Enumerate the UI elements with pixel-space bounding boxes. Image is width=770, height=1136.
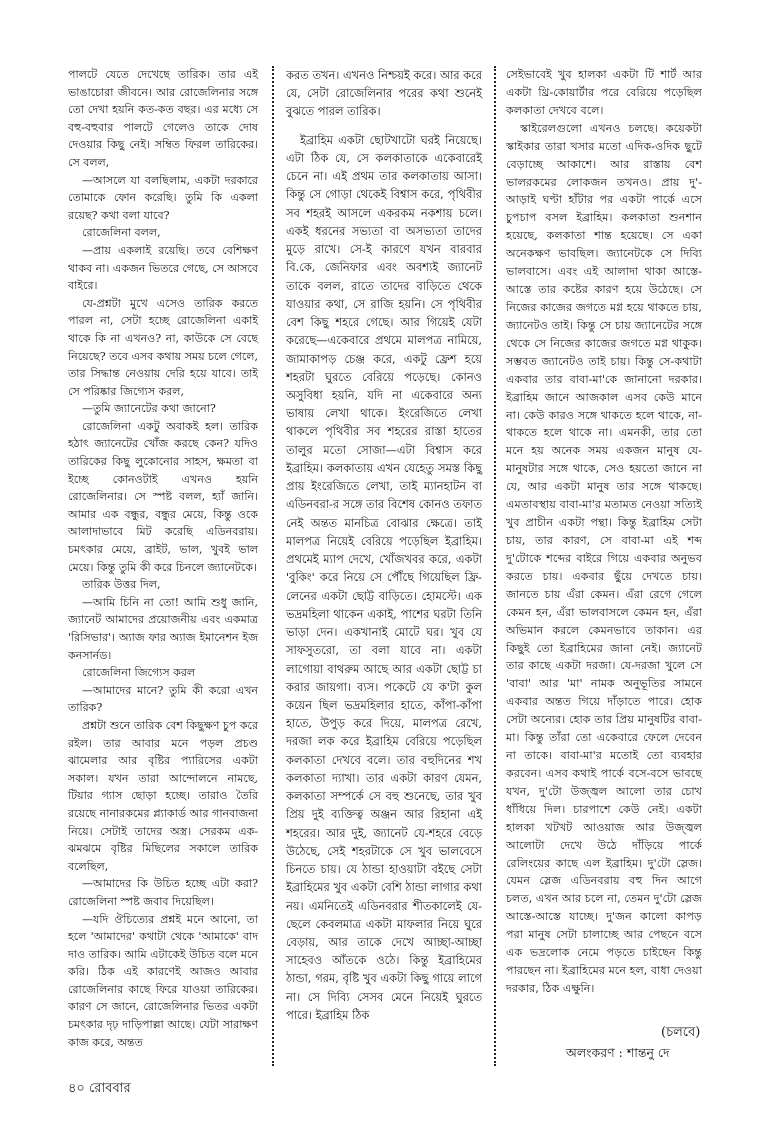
paragraph: স্কাইরেলগুলো এখনও চলছে। কয়েকটা স্কাইকার তারা খসার মতো এদিক-ওদিক ছুটে বেড়াচ্ছে আকাশে। আর রাস্তায় বেশ ভালরকমের লোকজন তখনও। প্রায় দু'-আড়াই ঘণ্টা হাঁটার পর একটা পার্কে এসে চুপচাপ বসল ইব্রাহিম। কলকাতা শুনশান হয়েছে, কলকাতা শান্ত হয়েছে। সে একা অনেকক্ষণ ভাবছিল। জ্যানেটকে সে দিব্যি ভালবাসে। এবং এই আলাদা থাকা আস্তে-আস্তে তার কষ্টের কারণ হয়ে উঠেছে। সে নিজের কাজের জগতে মগ্ন হয়ে থাকতে চায়, জ্যানেটও তাই। কিন্তু সে চায় জ্যানেটের সঙ্গে থেকে সে নিজের কাজের জগতে মগ্ন থাকুক। সম্ভবত জ্যানেটও তাই চায়। কিন্তু সে-কথাটা একবার তার বাবা-মা'কে জানানো দরকার। ইব্রাহিম জানে আজকাল এসব কেউ মানে না। কেউ কারও সঙ্গে থাকতে হলে থাকে, না-থাকতে হলে থাকে না। এমনকী, তার তো মনে হয় অনেক সময় একজন মানুষ যে-মানুষটার সঙ্গে থাকে, সেও হয়তো জানে না যে, আর একটা মানুষ তার সঙ্গে থাকছে। এমতাবস্থায় বাবা-মা'র মতামত নেওয়া সত্যিই খুব প্রাচীন একটা পন্থা। কিন্তু ইব্রাহিম সেটা চায়, তার কারণ, সে বাবা-মা এই শব্দ দু'টোকে শব্দের বাইরে গিয়ে একবার অনুভব করতে চায়। একবার ছুঁয়ে দেখতে চায়। জানতে চায় এঁরা কেমন। এঁরা রেগে গেলে কেমন হন, এঁরা ভালবাসলে কেমন হন, এঁরা অভিমান করলে কেমনভাবে তাকান। এর কিছুই তো ইব্রাহিমের জানা নেই। জ্যানেট তার কাছে একটা দরজা। যে-দরজা খুলে সে 'বাবা' আর 'মা' নামক অনুভূতির সামনে একবার অন্তত গিয়ে দাঁড়াতে পারে। হোক সেটা অন্যের। হোক তার প্রিয় মানুষটির বাবা-মা। কিন্তু তাঁরা তো একেবারে ফেলে দেবেন না তাকে। বাবা-মা'র মতোই তো ব্যবহার করবেন। এসব কথাই পার্কে বসে-বসে ভাবছে যখন, দু'টো উজ্জ্বল আলো তার চোখ ধাঁধিয়ে দিল। চারপাশে কেউ নেই। একটা হালকা খটখট আওয়াজ আর উজ্জ্বল আলোটা দেখে উঠে দাঁড়িয়ে পার্কে রেলিংয়ের কাছে এল ইব্রাহিম। দু'টো স্লেজ। যেমন স্লেজ এডিনবরায় বহু দিন আগে চলত, এখন আর চলে না, তেমন দু'টো স্লেজ আস্তে-আস্তে যাচ্ছে। দু'জন কালো কাপড় পরা মানুষ সেটা চালাচ্ছে আর পেছনে বসে এক ভদ্রলোক নেমে পড়তে চাইছেন কিন্তু পারছেন না। ইব্রাহিমের মনে হল, বাধা দেওয়া দরকার, ঠিক এক্ষুনি। [506, 121, 702, 996]
illustration-credit: অলংকরণ : শান্তনু দে [566, 1045, 670, 1060]
paragraph: প্রশ্নটা শুনে তারিক বেশ কিছুক্ষণ চুপ করে রইল। তার আবার মনে পড়ল প্রচণ্ড ঝামেলার আর বৃষ্টির প্যারিসের একটা সকাল। যখন তারা আন্দোলনে নামছে, টিয়ার গ্যাস ছোড়া হচ্ছে। তারাও তৈরি রয়েছে নানারকমের প্ল্যাকার্ড আর গানবাজনা নিয়ে। সেটাই তাদের অস্ত্র। সেরকম এক-ঝমঝমে বৃষ্টির মিছিলের সকালে তারিক বলেছিল, [68, 718, 258, 873]
page-folio: ৪০ রোববার [68, 1081, 131, 1096]
paragraph: সেইভাবেই খুব হালকা একটা টি শার্ট আর একটা থ্রি-কোয়ার্টার পরে বেরিয়ে পড়েছিল কলকাতা দেখবে বলে। [506, 68, 702, 117]
paragraph: —যদি ঔচিত্যের প্রশ্নই মনে আনো, তা হলে 'আমাদের' কথাটা থেকে 'আমাকে' বাদ দাও তারিক। আমি এটাকেই উচিত বলে মনে করি। ঠিক এই কারণেই আজও আবার রোজেলিনার কাছে ফিরে যাওয়া তারিকের। কারণ সে জানে, রোজেলিনার ভিতর একটা চমৎকার দৃঢ় দাড়িপাল্লা আছে। যেটা সারাক্ষণ কাজ করে, অন্তত [68, 912, 258, 1049]
paragraph: —আসলে যা বলছিলাম, একটা দরকারে তোমাকে ফোন করেছি। তুমি কি একলা রয়েছ? কথা বলা যাবে? [68, 173, 258, 222]
paragraph: তারিক উত্তর দিল, [82, 578, 161, 592]
article-column-1 [68, 66, 258, 1051]
paragraph: রোজেলিনা একটু অবাকই হল। তারিক হঠাৎ জ্যানেটের খোঁজ করছে কেন? যদিও তারিকের কিছু লুকোনোর সাহস, ক্ষমতা বা ইচ্ছে কোনওটাই এখনও হয়নি রোজেলিনার। সে স্পষ্ট বলল, হ্যাঁ জানি। আমার এক বন্ধুর, বন্ধুর মেয়ে, কিন্তু ওকে আলাদাভাবে মিট করেছি এডিনবরায়। চমৎকার মেয়ে, ব্রাইট, ভাল, খুবই ভাল মেয়ে। কিন্তু তুমি কী করে চিনলে জ্যানেটকে। [68, 419, 258, 574]
paragraph: ইব্রাহিম একটা ছোটখাটো ঘরই নিয়েছে। এটা ঠিক যে, সে কলকাতাকে একেবারেই চেনে না। এই প্রথম তার কলকাতায় আসা। কিন্তু সে গোড়া থেকেই বিশ্বাস করে, পৃথিবীর সব শহরই আসলে একরকম নকশায় চলে। একই ধরনের সভ্যতা বা অসভ্যতা তাদের মুড়ে রাখে। সে-ই কারণে যখন বারবার বি.কে, জেনিফার এবং অবশ্যই জ্যানেট তাকে বলল, রাতে তাদের বাড়িতে থেকে যাওয়ার কথা, সে রাজি হয়নি। সে পৃথিবীর বেশ কিছু শহরে গেছে। আর গিয়েই যেটা করেছে—একেবারে প্রথমে মালপত্র নামিয়ে, জামাকাপড় চেঞ্জ করে, একটু ফ্রেশ হয়ে শহরটা ঘুরতে বেরিয়ে পড়েছে। কোনও অসুবিধা হয়নি, যদি না একেবারে অন্য ভাষায় লেখা থাকে। ইংরেজিতে লেখা থাকলে পৃথিবীর সব শহরের রাস্তা হাতের তালুর মতো সোজা—এটা বিশ্বাস করে ইব্রাহিম। কলকাতায় এখন যেহেতু সমস্ত কিছু প্রায় ইংরেজিতে লেখা, তাই ম্যানহাটন বা এডিনবরা-র সঙ্গে তার বিশেষ কোনও তফাত নেই অন্তত মানচিত্র বোঝার ক্ষেত্রে। তাই মালপত্র নিয়েই বেরিয়ে পড়েছিল ইব্রাহিম। প্রথমেই ম্যাপ দেখে, খোঁজখবর করে, একটা 'বুকিং' করে নিয়ে সে পৌঁছে গিয়েছিল ফ্রি-লেনের একটা ছোট্ট বাড়িতে। হোমস্টে। এক ভদ্রমহিলা থাকেন একাই, পাশের ঘরটা তিনি ভাড়া দেন। একখানাই মোটে ঘর। খুব যে সাফসুতরো, তা বলা যাবে না। একটা লাগোয়া বাথরুম আছে আর একটা ছোট্ট চা করার জায়গা। ব্যস। পকেটে যে ক'টা কুল কয়েন ছিল ভদ্রমহিলার হাতে, কাঁপা-কাঁপা হাতে, উপুড় করে দিয়ে, মালপত্র রেখে, দরজা লক করে ইব্রাহিম বেরিয়ে পড়েছিল কলকাতা দেখবে বলে। তার বহুদিনের শখ কলকাতা দ্যাখা। তার একটা কারণ যেমন, কলকাতা সম্পর্কে সে বহু শুনেছে, তার খুব প্রিয় দুই ব্যক্তিত্ব অঞ্জন আর রিহানা এই শহরের। আর দুই, জ্যানেট যে-শহরে বেড়ে উঠেছে, সেই শহরটাকে সে খুব ভালবেসে চিনতে চায়। যে ঠান্ডা হাওয়াটা বইছে সেটা ইব্রাহিমের খুব একটা বেশি ঠান্ডা লাগার কথা নয়। এমনিতেই এডিনবরার শীতকালেই যে-ছেলে কেবলমাত্র একটা মাফলার নিয়ে ঘুরে বেড়ায়, আর তাকে দেখে আচ্ছা-আচ্ছা সাহেবও আঁতকে ওঠে। কিন্তু ইব্রাহিমের ঠান্ডা, গরম, বৃষ্টি খুব একটা কিছু গায়ে লাগে না। সে দিব্যি সেসব মেনে নিয়েই ঘুরতে পারে। ইব্রাহিম ঠিক [286, 132, 482, 1022]
paragraph: যে-প্রশ্নটা মুখে এসেও তারিক করতে পারল না, সেটা হচ্ছে রোজেলিনা একাই থাকে কি না এখনও? না, কাউকে সে বেছে নিয়েছে? তবে এসব কথায় সময় চলে গেলে, তার সিদ্ধান্ত নেওয়ায় দেরি হয়ে যাবে। তাই সে পরিষ্কার জিগ্যেস করল, [68, 296, 258, 398]
paragraph: পালটে যেতে দেখেছে তারিক। তার এই ভাঙাচোরা জীবনে। আর রোজেলিনার সঙ্গে তো দেখা হয়নি কত-কত বছর। এর মধ্যে সে বহু-বহুবার পালটে গেলেও তাকে দোষ দেওয়ার কিছু নেই। সম্বিত ফিরল তারিকের। সে বলল, [68, 68, 258, 169]
paragraph: —প্রায় একলাই রয়েছি। তবে বেশিক্ষণ থাকব না। একজন ভিতরে গেছে, সে আসবে বাইরে। [68, 243, 258, 293]
article-column-3 [506, 66, 702, 998]
paragraph: রোজেলিনা বলল, [82, 226, 161, 240]
article-column-2 [286, 66, 482, 1024]
paragraph: করত তখন। এখনও নিশ্চয়ই করে। আর করে যে, সেটা রোজেলিনার পরের কথা শুনেই বুঝতে পারল তারিক। [286, 68, 482, 119]
column-divider-2 [494, 66, 496, 1066]
column-divider-1 [272, 66, 274, 1066]
paragraph: —আমাদের কি উচিত হচ্ছে এটা করা? রোজেলিনা স্পষ্ট জবাব দিয়েছিল। [68, 877, 258, 908]
paragraph: রোজেলিনা জিগ্যেস করল [82, 666, 196, 680]
paragraph: —আমাদের মানে? তুমি কী করো এখন তারিক? [68, 683, 258, 715]
paragraph: —তুমি জ্যানেটের কথা জানো? [82, 402, 216, 416]
continued-note: (চলবে) [661, 1025, 701, 1040]
paragraph: —আমি চিনি না তো! আমি শুধু জানি, জ্যানেট আমাদের প্রয়োজনীয় এবং একমাত্র 'রিসিভার'। অ্যাজ ফার অ্যাজ ইমানেশন ইজ কনসার্নড। [68, 595, 258, 662]
